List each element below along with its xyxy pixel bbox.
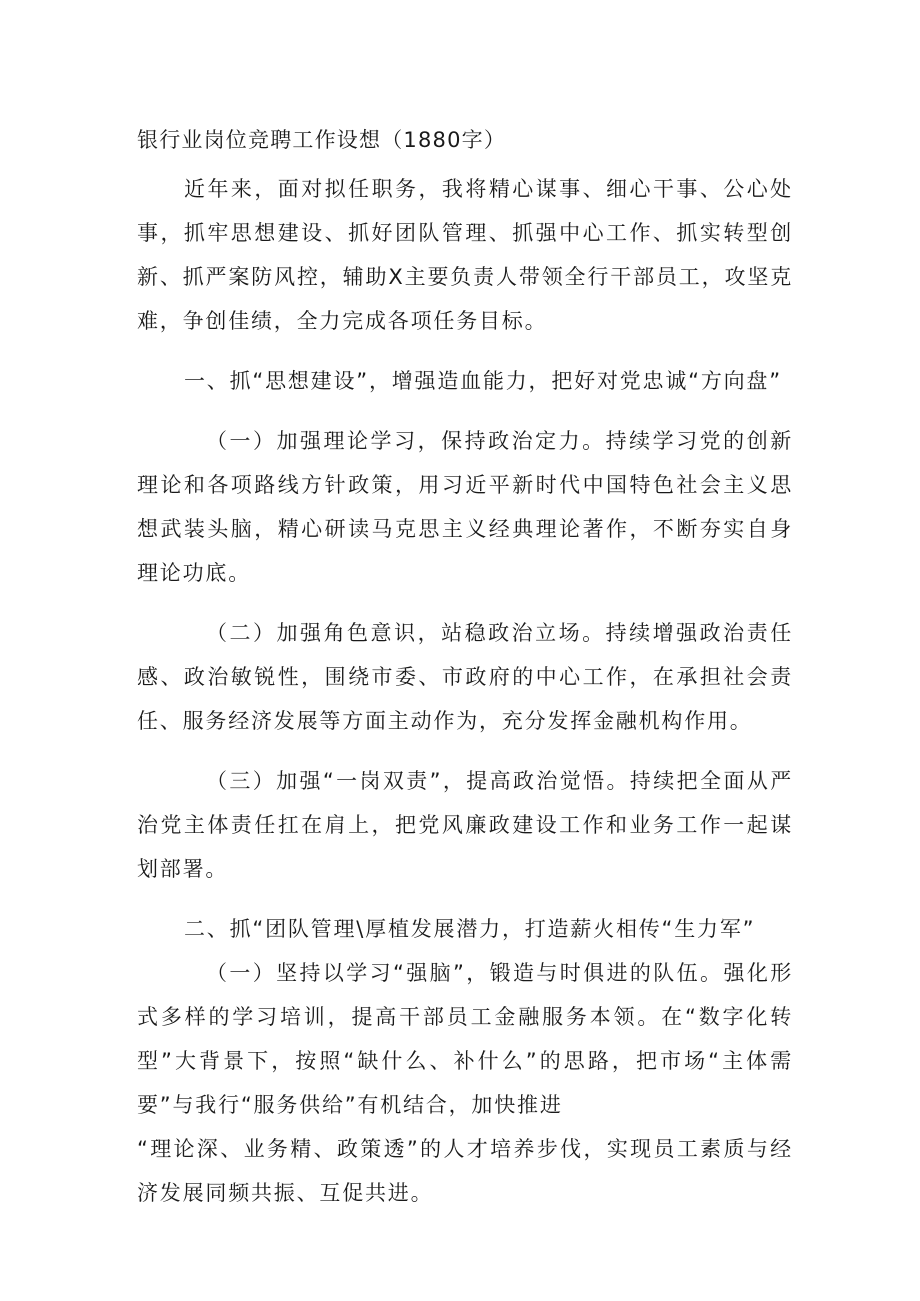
section-1-heading: 一、抓“思想建设”，增强造血能力，把好对党忠诚“方向盘” <box>184 369 782 393</box>
section-2-item-1-continued: “理论深、业务精、政策透”的人才培养步伐，实现员工素质与经济发展同频共振、互促共进。 <box>137 1137 793 1205</box>
section-2-heading: 二、抓“团队管理\厚植发展潜力，打造薪火相传“生力军” <box>184 917 756 941</box>
document-title: 银行业岗位竞聘工作设想（1880字） <box>137 128 507 152</box>
document-body <box>137 118 793 1215</box>
section-1-item-1: （一）加强理论学习，保持政治定力。持续学习党的创新理论和各项路线方针政策，用习近平新时代中国特色社会主义思想武装头脑，精心研读马克思主义经典理论著作，不断夯实自身理论功底。 <box>137 429 793 585</box>
intro-paragraph: 近年来，面对拟任职务，我将精心谋事、细心干事、公心处事，抓牢思想建设、抓好团队管理、抓强中心工作、抓实转型创新、抓严案防风控，辅助X主要负责人带领全行干部员工，攻坚克难，争创佳绩，全力完成各项任务目标。 <box>137 177 793 333</box>
section-1-item-3: （三）加强“一岗双责”，提高政治觉悟。持续把全面从严治党主体责任扛在肩上，把党风廉政建设工作和业务工作一起谋划部署。 <box>137 769 793 881</box>
section-2-item-1: （一）坚持以学习“强脑”，锻造与时俱进的队伍。强化形式多样的学习培训，提高干部员工金融服务本领。在“数字化转型”大背景下，按照“缺什么、补什么”的思路，把市场“主体需要”与我行“服务供给”有机结合，加快推进 <box>137 961 793 1117</box>
section-1-item-2: （二）加强角色意识，站稳政治立场。持续增强政治责任感、政治敏锐性，围绕市委、市政府的中心工作，在承担社会责任、服务经济发展等方面主动作为，充分发挥金融机构作用。 <box>137 621 793 733</box>
